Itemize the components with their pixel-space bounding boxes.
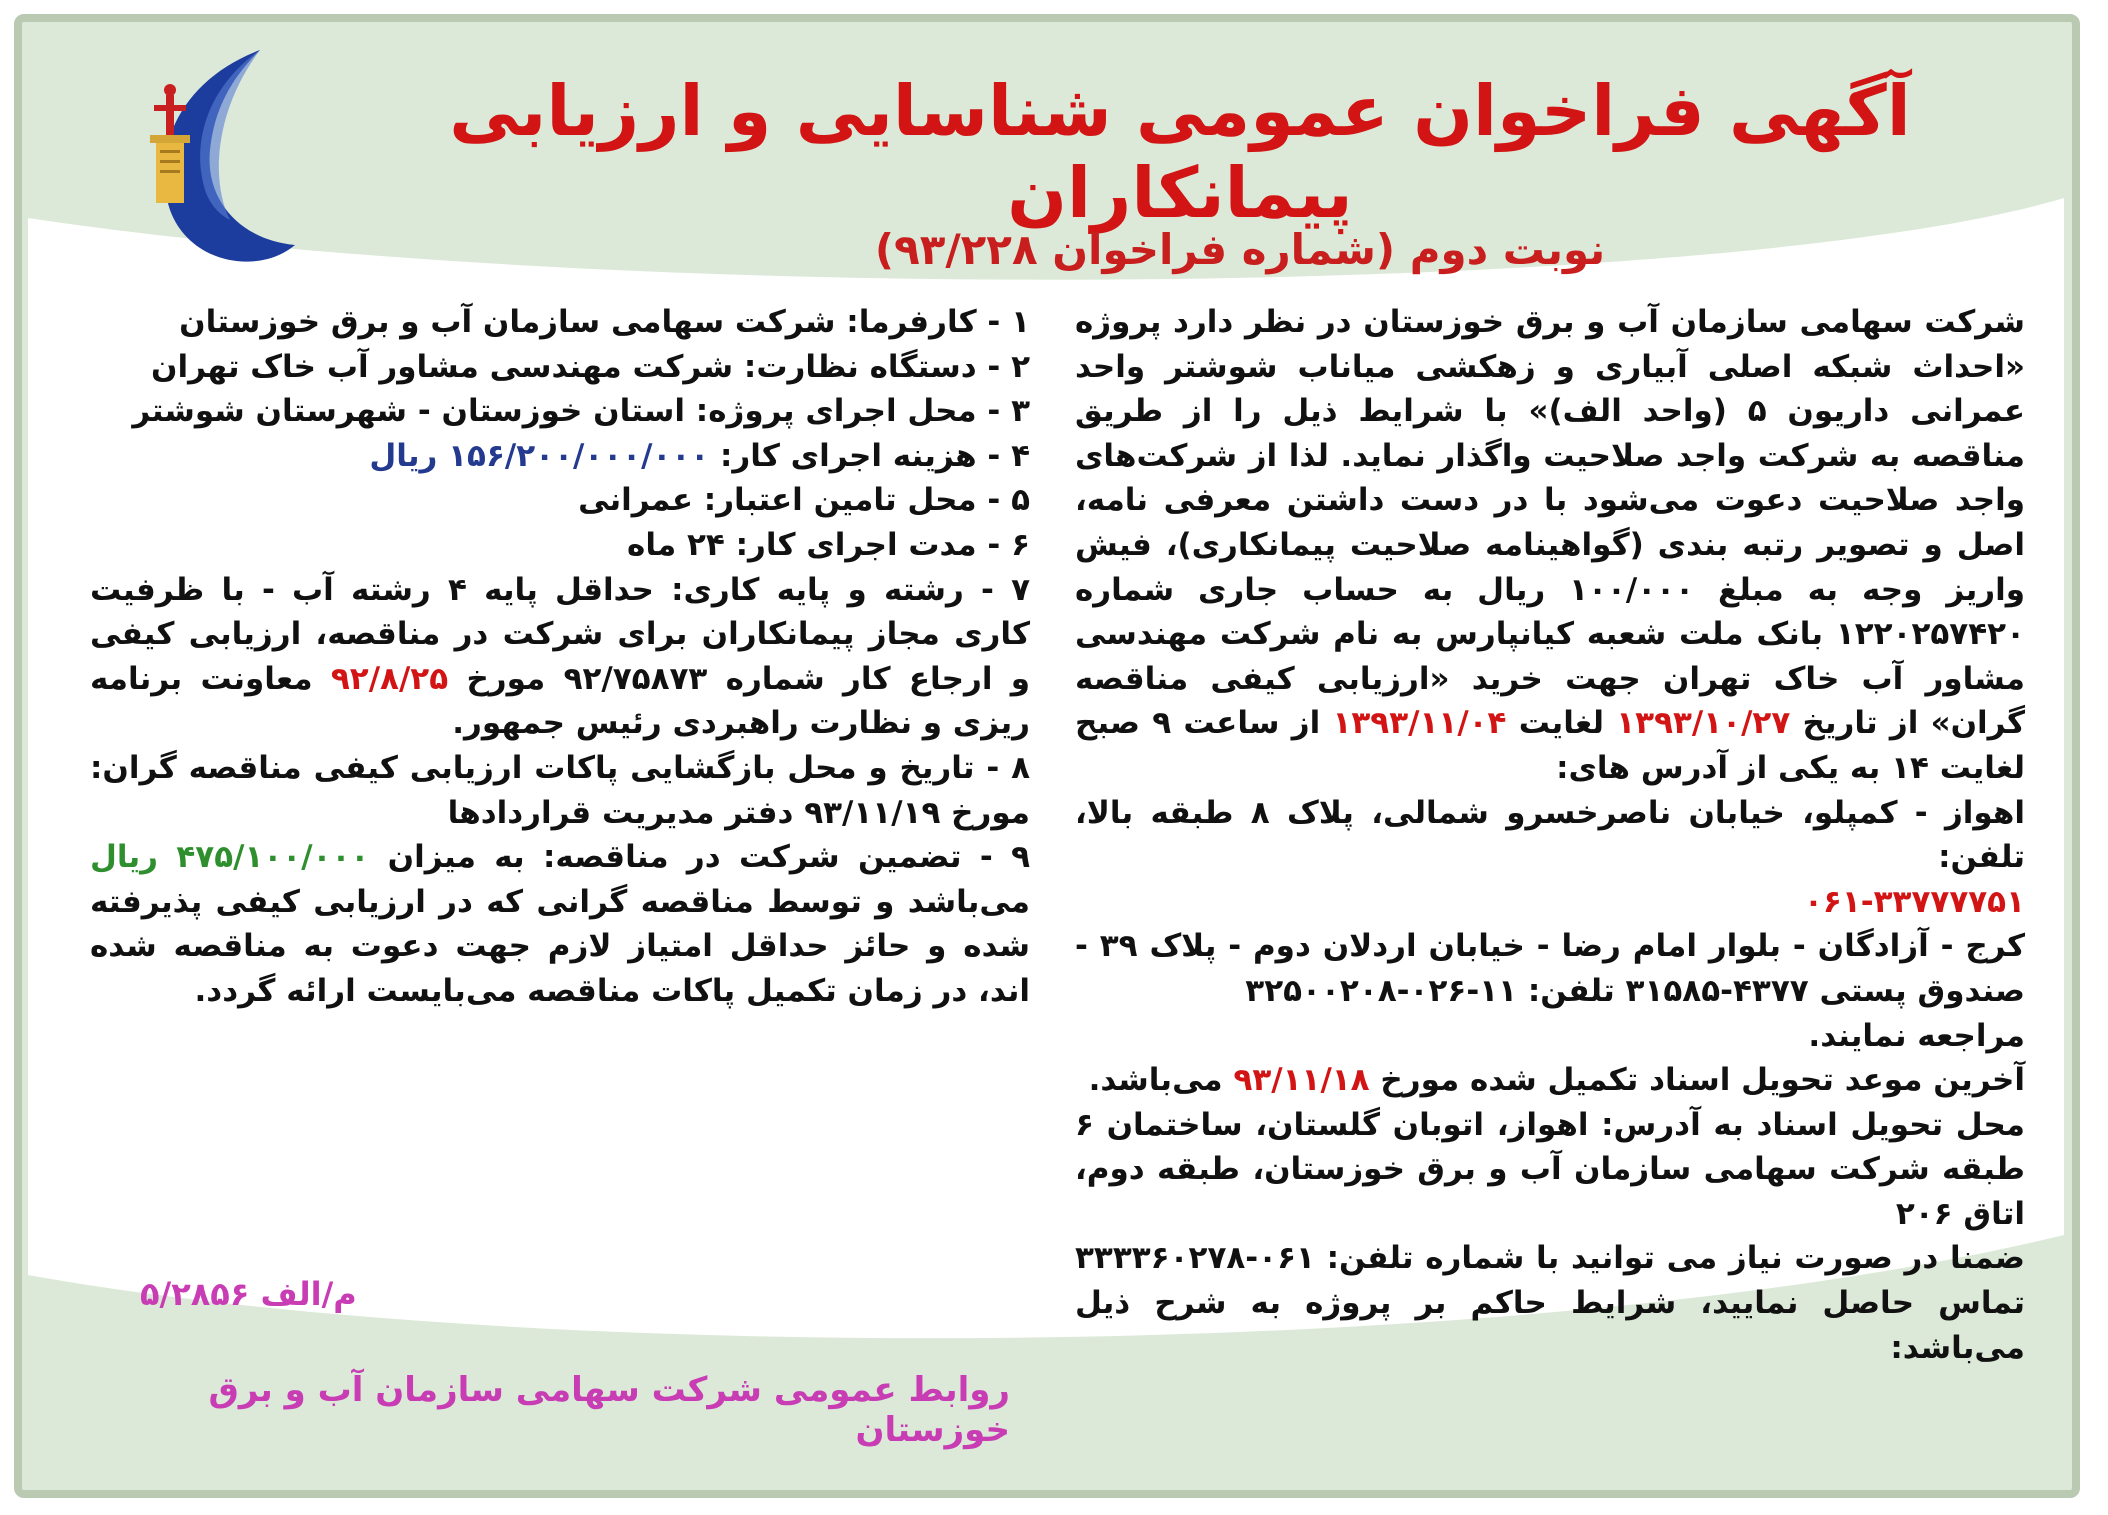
notice-title: آگهی فراخوان عمومی شناسایی و ارزیابی پیمانکاران: [449, 70, 1911, 234]
item-duration: ۶ - مدت اجرای کار: ۲۴ ماه: [627, 526, 1030, 563]
deadline-prefix: آخرین موعد تحویل اسناد تکمیل شده مورخ: [1380, 1062, 2025, 1099]
item-cost-value: ۱۵۶/۲۰۰/۰۰۰/۰۰۰ ریال: [369, 437, 710, 474]
right-column: [1075, 300, 2025, 1370]
intro-paragraph: [1075, 300, 2025, 791]
item-guarantee: [90, 835, 1030, 1013]
item-grade: [90, 568, 1030, 746]
address-ahvaz: [1075, 791, 2025, 925]
address-ahvaz-text: اهواز - کمپلو، خیابان ناصرخسرو شمالی، پلاک ۸ طبقه بالا، تلفن:: [1075, 794, 2025, 876]
left-column: [90, 300, 1030, 1014]
deadline-suffix: می‌باشد.: [1088, 1062, 1223, 1099]
date-to: ۱۳۹۳/۱۱/۰۴: [1332, 705, 1507, 742]
contact-text: ضمنا در صورت نیاز می توانید با شماره تلفن: ۰۶۱-۳۳۳۳۶۰۲۷۸ تماس حاصل نمایید، شرایط حاکم بر پروژه به شرح ذیل می‌باشد:: [1075, 1240, 2025, 1366]
deadline-date: ۹۳/۱۱/۱۸: [1233, 1062, 1370, 1099]
item-grade-text: ۷ - رشته و پایه کاری: حداقل پایه ۴ رشته آب - با ظرفیت کاری مجاز پیمانکاران برای شرکت در مناقصه، ارزیابی کیفی و ارجاع کار شماره ۹۲/۷۵۸۷۳ مورخ: [90, 571, 1031, 697]
item-employer: ۱ - کارفرما: شرکت سهامی سازمان آب و برق خوزستان: [179, 304, 1030, 340]
item-guarantee-label: ۹ - تضمین شرکت در مناقصه: به میزان: [387, 839, 1030, 876]
item-grade-date: ۹۲/۸/۲۵: [330, 660, 449, 697]
deadline: [1075, 1058, 2025, 1103]
delivery-address: محل تحویل اسناد به آدرس: اهواز، اتوبان گلستان، ساختمان ۶ طبقه شرکت سهامی سازمان آب و برق خوزستان، طبقه دوم، اتاق ۲۰۶: [1075, 1106, 2025, 1232]
reference-code: م/الف ۵/۲۸۵۶: [140, 1275, 357, 1313]
item-grade-tail: معاونت برنامه ریزی و نظارت راهبردی رئیس جمهور.: [90, 660, 1030, 742]
item-location: ۳ - محل اجرای پروژه: استان خوزستان - شهرستان شوشتر: [132, 393, 1030, 430]
hours-text: از ساعت ۹ صبح لغایت ۱۴ به یکی از آدرس های:: [1075, 705, 2025, 786]
intro-text: شرکت سهامی سازمان آب و برق خوزستان در نظر دارد پروژه «احداث شبکه اصلی آبیاری و زهکشی میاناب شوشتر واحد عمرانی داریون ۵ (واحد الف)» با شرایط ذیل را از طریق مناقصه به شرکت واجد صلاحیت واگذار نماید. لذا از شرکت‌های واجد صلاحیت دعوت می‌شود با در دست داشتن معرفی نامه، اصل و تصویر رتبه بندی (گواهینامه صلاحیت پیمانکاری)، فیش واریز وجه به مبلغ ۱۰۰/۰۰۰ ریال به حساب جاری شماره ۱۲۲۰۲۵۷۴۲۰ بانک ملت شعبه کیانپارس به نام شرکت مهندسی مشاور آب خاک تهران جهت خرید «ارزیابی کیفی مناقصه گران» از تاریخ: [1075, 304, 2025, 742]
date-from: ۱۳۹۳/۱۰/۲۷: [1616, 705, 1791, 742]
notice-subtitle: نوبت دوم (شماره فراخوان ۹۳/۲۲۸): [874, 225, 1606, 274]
address-karaj: کرج - آزادگان - بلوار امام رضا - خیابان اردلان دوم - پلاک ۳۹ - صندوق پستی ۴۳۷۷-۳۱۵۸۵ تلفن: ۱۱-۰۲۶-۳۲۵۰۰۲۰۸: [1075, 928, 2025, 1009]
until-label: لغایت: [1518, 705, 1604, 742]
item-cost-label: ۴ - هزینه اجرای کار:: [719, 437, 1030, 474]
public-relations-footer: روابط عمومی شرکت سهامی سازمان آب و برق خوزستان: [208, 1370, 1010, 1450]
water-power-logo: [110, 40, 310, 280]
phone-ahvaz: ۰۶۱-۳۳۷۷۷۷۵۱: [1804, 883, 2025, 920]
item-funding: ۵ - محل تامین اعتبار: عمرانی: [578, 482, 1030, 519]
item-guarantee-tail: می‌باشد و توسط مناقصه گرانی که در ارزیابی کیفی پذیرفته شده و حائز حداقل امتیاز لازم جهت دعوت به مناقصه شده اند، در زمان تکمیل پاکات مناقصه می‌بایست ارائه گردد.: [90, 883, 1030, 1009]
item-guarantee-value: ۴۷۵/۱۰۰/۰۰۰ ریال: [90, 839, 370, 876]
refer-text: مراجعه نمایند.: [1808, 1017, 2025, 1054]
item-cost: [90, 434, 1030, 479]
item-supervisor: ۲ - دستگاه نظارت: شرکت مهندسی مشاور آب خاک تهران: [151, 348, 1030, 385]
item-opening: ۸ - تاریخ و محل بازگشایی پاکات ارزیابی کیفی مناقصه گران: مورخ ۹۳/۱۱/۱۹ دفتر مدیریت قراردادها: [90, 749, 1030, 831]
